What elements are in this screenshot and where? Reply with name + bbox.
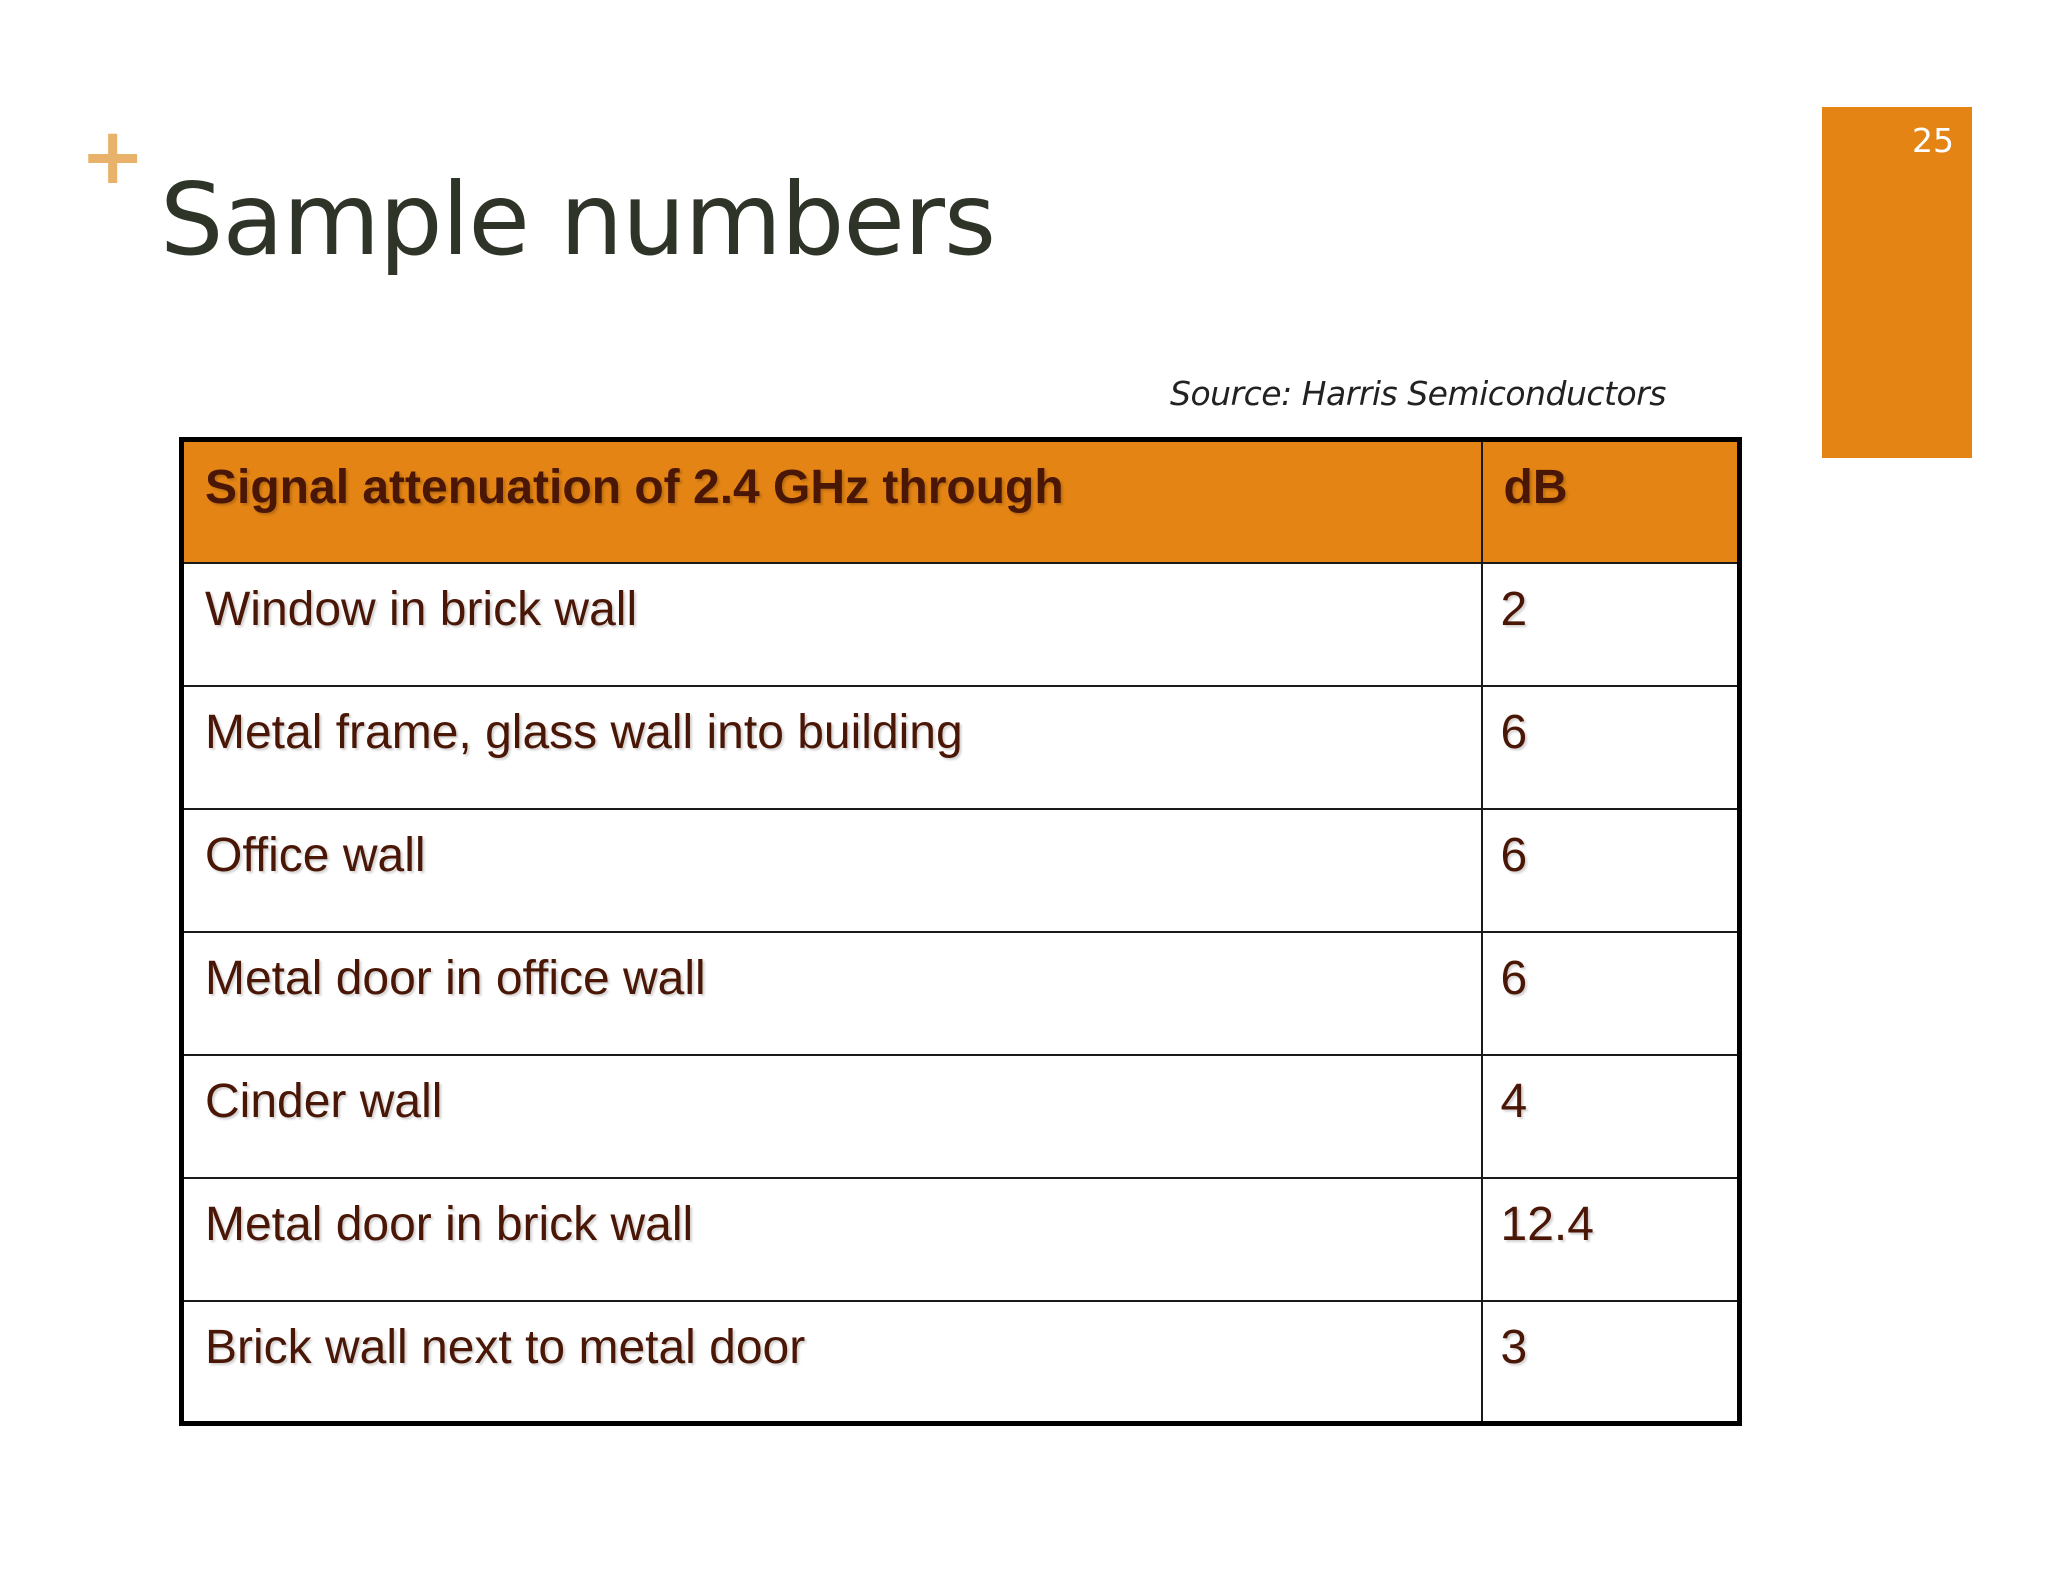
table-row	[182, 1055, 1740, 1178]
cell-db: 3	[1482, 1301, 1740, 1424]
table-row	[182, 932, 1740, 1055]
table-row	[182, 1178, 1740, 1301]
slide-title: Sample numbers	[160, 161, 996, 278]
table-row	[182, 563, 1740, 686]
cell-material: Window in brick wall	[182, 563, 1482, 686]
cell-material: Metal door in office wall	[182, 932, 1482, 1055]
cell-material: Brick wall next to metal door	[182, 1301, 1482, 1424]
plus-icon: +	[80, 112, 146, 202]
source-citation: Source: Harris Semiconductors	[1170, 374, 1666, 413]
cell-material: Metal door in brick wall	[182, 1178, 1482, 1301]
cell-material: Office wall	[182, 809, 1482, 932]
cell-db: 6	[1482, 686, 1740, 809]
table-row	[182, 686, 1740, 809]
table-row	[182, 809, 1740, 932]
cell-db: 6	[1482, 932, 1740, 1055]
header-material: Signal attenuation of 2.4 GHz through	[182, 440, 1482, 563]
page-number-tab	[1822, 107, 1972, 458]
attenuation-table	[179, 437, 1742, 1426]
cell-db: 12.4	[1482, 1178, 1740, 1301]
page-number: 25	[1912, 121, 1954, 160]
attenuation-table-container	[179, 437, 1737, 1426]
table-row	[182, 1301, 1740, 1424]
cell-db: 2	[1482, 563, 1740, 686]
table-header-row	[182, 440, 1740, 563]
cell-material: Metal frame, glass wall into building	[182, 686, 1482, 809]
header-db: dB	[1482, 440, 1740, 563]
cell-material: Cinder wall	[182, 1055, 1482, 1178]
cell-db: 6	[1482, 809, 1740, 932]
cell-db: 4	[1482, 1055, 1740, 1178]
